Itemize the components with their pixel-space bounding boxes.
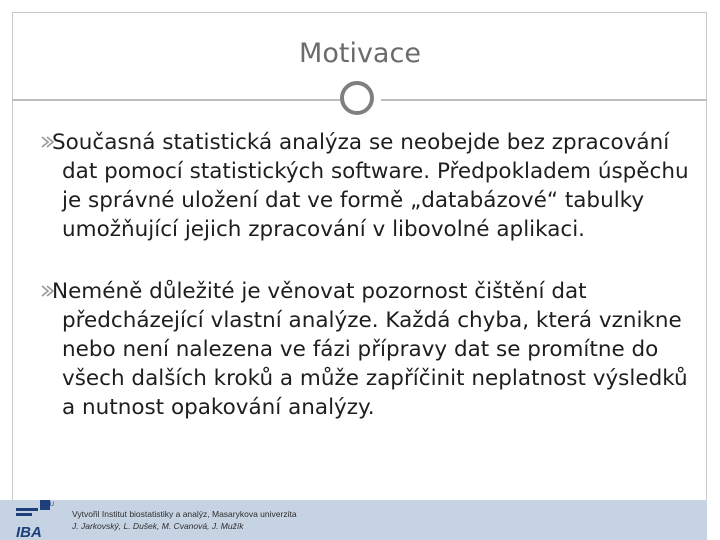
title-divider-right xyxy=(381,99,707,101)
svg-text:MU: MU xyxy=(44,502,54,508)
bullet-item xyxy=(44,128,694,244)
footer-bar xyxy=(0,500,707,540)
bullet-text: Neméně důležité je věnovat pozornost čištění dat předcházející vlastní analýze. Každá chyba, která vznikne nebo není nalezena ve fázi přípravy dat se promítne do všech dalších kroků a může zapříčinit neplatnost výsledků a nutnost opakování analýzy. xyxy=(52,279,688,420)
bullet-list xyxy=(44,128,694,455)
footer-authors: J. Jarkovský, L. Dušek, M. Cvanová, J. Mužík xyxy=(72,521,244,531)
divider-ring-icon xyxy=(340,81,374,115)
iba-logo-icon xyxy=(14,498,54,540)
bullet-text: Současná statistická analýza se neobejde bez zpracování dat pomocí statistických software. Předpokladem úspěchu je správné uložení dat ve formě „databázové“ tabulky umožňující jejich zpracování v libovolné aplikaci. xyxy=(52,130,689,242)
footer-credit: Vytvořil Institut biostatistiky a analýz, Masarykova univerzita xyxy=(72,509,297,519)
slide-title: Motivace xyxy=(299,38,421,69)
bullet-marker-icon xyxy=(41,285,55,297)
svg-text:IBA: IBA xyxy=(16,524,42,540)
title-divider-left xyxy=(12,99,340,101)
bullet-item xyxy=(44,277,694,422)
bullet-marker-icon xyxy=(41,136,55,148)
